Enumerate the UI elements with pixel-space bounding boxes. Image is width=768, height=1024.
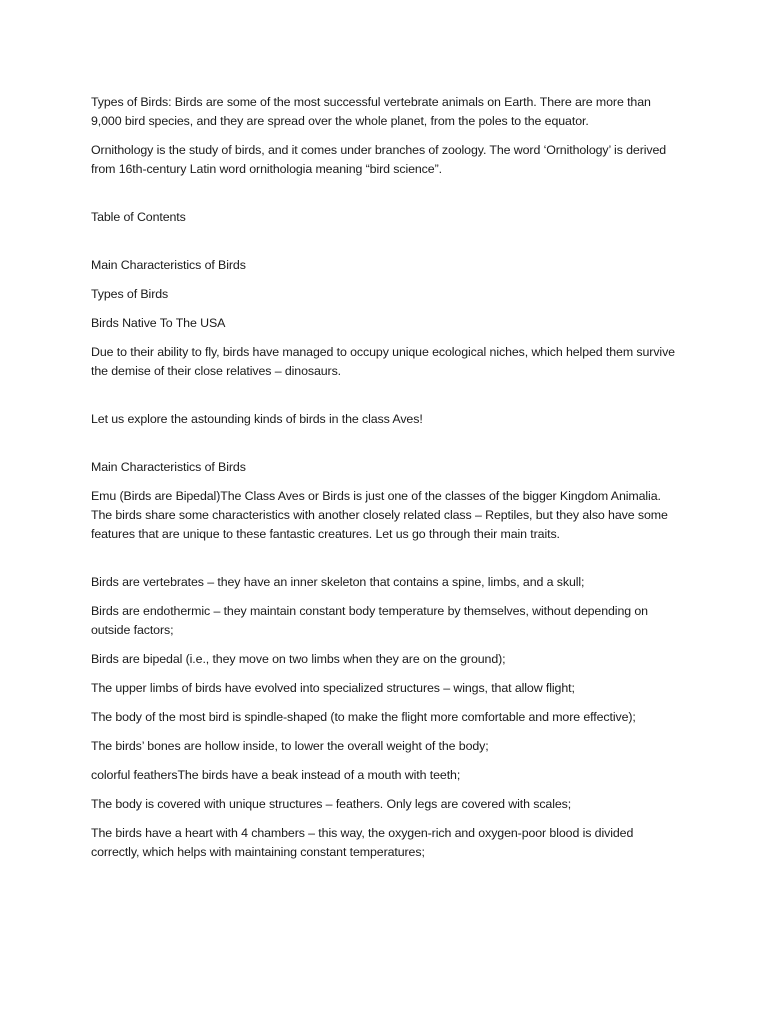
toc-item-types-of-birds: Types of Birds <box>91 287 169 301</box>
section-heading-main-characteristics: Main Characteristics of Birds <box>91 460 246 474</box>
trait-feathers: The body is covered with unique structures – feathers. Only legs are covered with scales; <box>91 797 572 811</box>
trait-heart: The birds have a heart with 4 chambers – this way, the oxygen-rich and oxygen-poor blood is divided correctly, which helps with maintaining constant temperatures; <box>91 826 634 859</box>
trait-hollow-bones: The birds’ bones are hollow inside, to lower the overall weight of the body; <box>91 739 489 753</box>
emu-paragraph: Emu (Birds are Bipedal)The Class Aves or Birds is just one of the classes of the bigger Kingdom Animalia. The birds share some characteristics with another closely related class – Reptiles, but they also have some features that are unique to these fantastic creatures. Let us go through their main traits. <box>91 489 668 541</box>
trait-vertebrates: Birds are vertebrates – they have an inner skeleton that contains a spine, limbs, and a skull; <box>91 575 585 589</box>
toc-item-main-characteristics: Main Characteristics of Birds <box>91 258 246 272</box>
intro-paragraph: Types of Birds: Birds are some of the most successful vertebrate animals on Earth. There are more than 9,000 bird species, and they are spread over the whole planet, from the poles to the equator. <box>91 95 651 128</box>
explore-paragraph: Let us explore the astounding kinds of birds in the class Aves! <box>91 412 423 426</box>
toc-item-birds-native-usa: Birds Native To The USA <box>91 316 226 330</box>
trait-bipedal: Birds are bipedal (i.e., they move on two limbs when they are on the ground); <box>91 652 506 666</box>
trait-spindle-shaped: The body of the most bird is spindle-shaped (to make the flight more comfortable and more effective); <box>91 710 636 724</box>
ornithology-paragraph: Ornithology is the study of birds, and it comes under branches of zoology. The word ‘Ornithology’ is derived from 16th-century Latin word ornithologia meaning “bird science”. <box>91 143 667 176</box>
trait-endothermic: Birds are endothermic – they maintain constant body temperature by themselves, without depending on outside factors; <box>91 604 648 637</box>
trait-beak: colorful feathersThe birds have a beak instead of a mouth with teeth; <box>91 768 461 782</box>
trait-wings: The upper limbs of birds have evolved into specialized structures – wings, that allow flight; <box>91 681 575 695</box>
toc-heading: Table of Contents <box>91 210 186 224</box>
flight-paragraph: Due to their ability to fly, birds have managed to occupy unique ecological niches, which helped them survive the demise of their close relatives – dinosaurs. <box>91 345 675 378</box>
